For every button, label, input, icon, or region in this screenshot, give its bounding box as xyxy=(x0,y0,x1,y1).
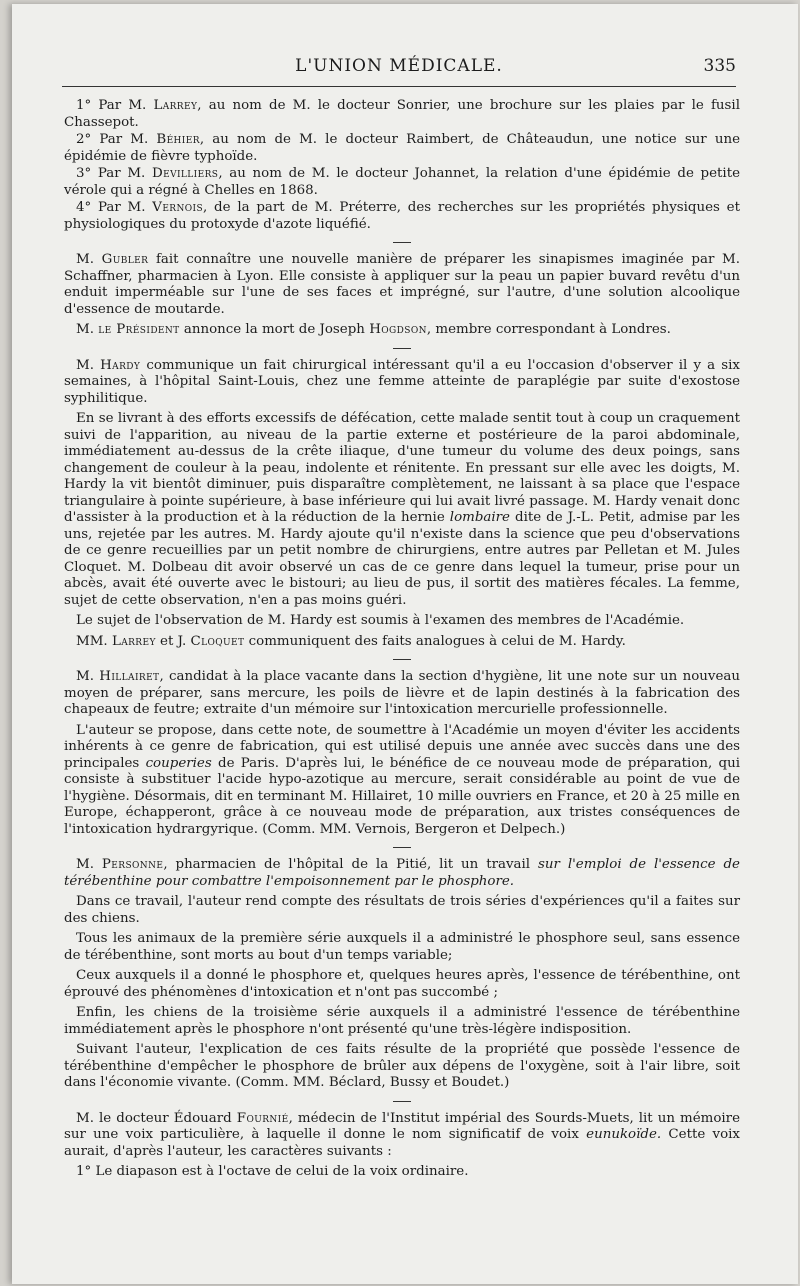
personne-paragraph: M. Personne, pharmacien de l'hôpital de la Pitié, lit un travail sur l'emploi de l'essence de térébenthine pour combattre l'empoisonnement par le phosphore. xyxy=(64,857,740,889)
personne-paragraph-4: Ceux auxquels il a donné le phosphore et, quelques heures après, l'essence de térébenthine, ont éprouvé des phénomènes d'intoxication et n'ont pas succombé ; xyxy=(64,968,740,1000)
president-paragraph: M. le Président annonce la mort de Joseph Hogdson, membre correspondant à Londres. xyxy=(76,322,671,337)
personne-paragraph-5: Enfin, les chiens de la troisième série auxquels il a administré l'essence de térébenthine immédiatement après le phosphore n'ont présenté qu'une très-légère indisposition. xyxy=(64,1005,740,1037)
hardy-paragraph: M. Hardy communique un fait chirurgical intéressant qu'il a eu l'occasion d'observer il y a six semaines, à l'hôpital Saint-Louis, chez une femme atteinte de paraplégie par suite d'exostose syphilitique. xyxy=(64,357,740,406)
section-separator xyxy=(393,348,411,349)
page-header xyxy=(62,56,736,87)
hardy-paragraph-3: Le sujet de l'observation de M. Hardy est soumis à l'examen des membres de l'Académie. xyxy=(76,613,685,628)
gubler-paragraph: M. Gubler fait connaître une nouvelle manière de préparer les sinapismes imaginée par M. Schaffner, pharmacien à Lyon. Elle consiste à appliquer sur la peau un papier buvard revêtu d'un enduit imperméable sur l'une de ses faces et imprégné, sur l'autre, d'une solution alcoolique d'essence de moutarde. xyxy=(64,252,741,317)
item-3: 3° Par M. Devilliers, au nom de M. le docteur Johannet, la relation d'une épidémie de petite vérole qui a régné à Chelles en 1868. xyxy=(64,166,740,198)
personne-paragraph-3: Tous les animaux de la première série auxquels il a administré le phosphore seul, sans essence de térébenthine, sont morts au bout d'un temps variable; xyxy=(64,931,740,963)
item-4: 4° Par M. Vernois, de la part de M. Préterre, des recherches sur les propriétés physiques et physiologiques du protoxyde d'azote liquéfié. xyxy=(64,200,740,232)
hillairet-paragraph: M. Hillairet, candidat à la place vacante dans la section d'hygiène, lit une note sur un nouveau moyen de préparer, sans mercure, les poils de lièvre et de lapin destinés à la fabrication des chapeaux de feutre; extraite d'un mémoire sur l'intoxication mercurielle professionnelle. xyxy=(64,669,740,717)
author-name: Fournié xyxy=(236,1110,289,1126)
section-separator xyxy=(393,1101,411,1102)
section-separator xyxy=(393,847,411,848)
item-2: 2° Par M. Béhier, au nom de M. le docteur Raimbert, de Châteaudun, une notice sur une épidémie de fièvre typhoïde. xyxy=(64,132,740,164)
hardy-paragraph-4: MM. Larrey et J. Cloquet communiquent des faits analogues à celui de M. Hardy. xyxy=(76,633,626,649)
author-name: Devilliers xyxy=(151,166,219,181)
page-number: 335 xyxy=(703,56,736,76)
personne-paragraph-6: Suivant l'auteur, l'explication de ces faits résulte de la propriété que possède l'essence de térébenthine d'empêcher le phosphore de brûler aux dépens de l'oxygène, soit à l'air libre, soit dans l'économie vivante. (Comm. MM. Béclard, Bussy et Boudet.) xyxy=(64,1042,740,1090)
fournie-paragraph-2: 1° Le diapason est à l'octave de celui de la voix ordinaire. xyxy=(76,1164,469,1179)
italic-term: lombaire xyxy=(449,510,510,525)
author-name: le Président xyxy=(98,322,180,337)
section-separator xyxy=(393,659,411,660)
italic-title: sur l'emploi de l'essence de térébenthine pour combattre l'empoisonnement par le phosphore. xyxy=(64,857,740,889)
item-1: 1° Par M. Larrey, au nom de M. le docteur Sonrier, une brochure sur les plaies par le fusil Chassepot. xyxy=(64,98,740,130)
author-name: Béhier xyxy=(156,132,200,147)
page xyxy=(12,4,798,1284)
author-name: Cloquet xyxy=(190,633,245,649)
hardy-paragraph-2: En se livrant à des efforts excessifs de défécation, cette malade sentit tout à coup un craquement suivi de l'apparition, au niveau de la partie externe et postérieure de la paroi abdominale, immédiatement au-dessus de la crête iliaque, d'une tumeur du volume des deux poings, sans changement de couleur à la peau, indolente et rénitente. En pressant sur elle avec les doigts, M. Hardy la vit bientôt diminuer, puis disparaître complètement, ne laissant à sa place que l'espace triangulaire à pointe supérieure, à base inférieure qui lui avait livré passage. M. Hardy venait donc d'assister à la production et à la réduction de la hernie lombaire dite de J.-L. Petit, admise par les uns, rejetée par les autres. M. Hardy ajoute qu'il n'existe dans la science que peu d'observations de ce genre recueillies par un petit nombre de chirurgiens, entre autres par Pelletan et M. Jules Cloquet. M. Dolbeau dit avoir observé un cas de ce genre dans lequel la tumeur, prise pour un abcès, avait été ouverte avec le bistouri; au lieu de pus, il sortit des matières fécales. La femme, sujet de cette observation, n'en a pas moins guéri. xyxy=(64,411,740,608)
author-name: Hardy xyxy=(100,357,141,373)
author-name: Vernois xyxy=(152,200,204,215)
fournie-paragraph: M. le docteur Édouard Fournié, médecin de l'Institut impérial des Sourds-Muets, lit un mémoire sur une voix particulière, à laquelle il donne le nom significatif de voix eunukoïde. Cette voix aurait, d'après l'auteur, les caractères suivants : xyxy=(64,1110,740,1159)
article-body xyxy=(64,98,740,1185)
italic-term: couperies xyxy=(145,755,212,771)
personne-paragraph-2: Dans ce travail, l'auteur rend compte des résultats de trois séries d'expériences qu'il a faites sur des chiens. xyxy=(64,894,740,926)
author-name: Personne xyxy=(101,857,164,872)
running-title: L'UNION MÉDICALE. xyxy=(295,56,503,76)
italic-term: eunukoïde. xyxy=(586,1127,662,1142)
section-separator xyxy=(393,242,411,243)
author-name: Larrey xyxy=(111,633,156,649)
author-name: Gubler xyxy=(101,252,149,267)
author-name: Hogdson xyxy=(369,322,427,337)
author-name: Larrey xyxy=(153,98,198,113)
author-name: Hillairet xyxy=(99,669,160,684)
hillairet-paragraph-2: L'auteur se propose, dans cette note, de soumettre à l'Académie un moyen d'éviter les accidents inhérents à ce genre de fabrication, qui est utilisé depuis une année avec succès dans une des principales couperies de Paris. D'après lui, le bénéfice de ce nouveau mode de préparation, qui consiste à substituer l'acide hypo-azotique au mercure, serait considérable au point de vue de l'hygiène. Désormais, dit en terminant M. Hillairet, 10 mille ouvriers en France, et 20 à 25 mille en Europe, échapperont, grâce à ce nouveau mode de préparation, aux tristes conséquences de l'intoxication hydrargyrique. (Comm. MM. Vernois, Bergeron et Delpech.) xyxy=(64,722,740,837)
